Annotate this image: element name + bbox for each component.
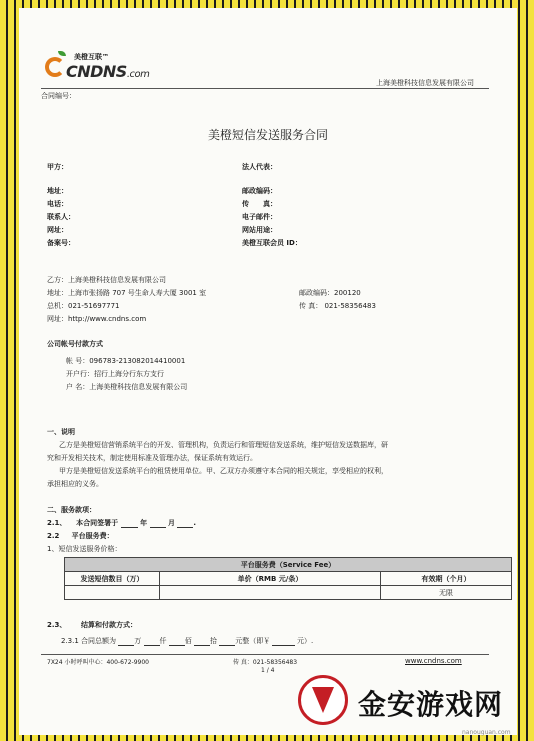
phone-label: 电话： — [47, 200, 68, 208]
section21-end: . — [193, 519, 197, 527]
leaf-icon — [58, 51, 66, 56]
section2-heading: 二、服务款项： — [47, 506, 96, 514]
orange-logo-icon — [45, 57, 65, 77]
account-holder: 户 名：上海美橙科技信息发展有限公司 — [66, 383, 188, 391]
document-page — [19, 8, 517, 735]
col-sms-count: 发送短信数目（万） — [65, 572, 160, 586]
col-unit-price: 单价（RMB 元/条） — [160, 572, 381, 586]
legal-rep-label: 法人代表： — [242, 163, 277, 171]
amount-blank — [272, 637, 294, 646]
watermark-text: 金安游戏网 — [358, 688, 504, 721]
section23-heading — [47, 620, 137, 630]
cell-sms-count — [65, 586, 160, 600]
site-use-label: 网站用途： — [242, 226, 277, 234]
contract-number-label: 合同编号： — [41, 92, 76, 100]
contract-total-line — [61, 636, 313, 646]
yuan-label: 元整（即￥ — [235, 637, 271, 645]
party-b-zip: 邮政编码：200120 — [299, 289, 361, 297]
table-title: 平台服务费（Service Fee） — [65, 558, 512, 572]
section21 — [47, 518, 196, 528]
yuan-blank — [219, 637, 235, 646]
month-blank — [150, 519, 166, 528]
month-label: 月 — [167, 519, 175, 527]
contact-label: 联系人： — [47, 213, 75, 221]
section1-para4: 承担相应的义务。 — [47, 480, 103, 488]
shi-blank — [194, 637, 210, 646]
page-title: 美橙短信发送服务合同 — [207, 128, 328, 142]
total-label: 2.3.1 合同总额为 — [61, 637, 117, 645]
party-b-phone: 总机：021-51697771 — [47, 302, 120, 310]
section23-number: 2.3、 — [47, 621, 67, 629]
section22 — [47, 531, 114, 541]
logo-cn-label: 美橙互联™ — [74, 53, 109, 61]
col-validity: 有效期（个月） — [381, 572, 512, 586]
zip-label: 邮政编码： — [242, 187, 277, 195]
section23-text: 结算和付款方式： — [81, 621, 138, 629]
cell-unit-price — [160, 586, 381, 600]
qian-label: 仟 — [159, 637, 167, 645]
shi-label: 拾 — [209, 637, 217, 645]
section1-para2: 究和开发相关技术，制定使用标准及管理办法，保证系统有效运行。 — [47, 454, 257, 462]
section1-heading: 一、说明 — [47, 428, 75, 436]
qian-blank — [144, 637, 160, 646]
party-b-address: 地址：上海市张扬路 707 号生命人寿大厦 3001 室 — [47, 289, 207, 297]
address-label: 地址： — [47, 187, 68, 195]
bai-blank — [169, 637, 185, 646]
party-b-fax: 传 真： 021-58356483 — [299, 302, 376, 310]
footer-rule — [41, 654, 489, 655]
company-header: 上海美橙科技信息发展有限公司 — [376, 79, 474, 87]
wan-label: 万 — [134, 637, 142, 645]
cell-validity: 无限 — [381, 586, 512, 600]
section1-para1: 乙方是美橙短信营销系统平台的开发、管理机构，负责运行和管理短信发送系统，维护短信发送数据库，研 — [59, 441, 388, 449]
footer-hotline: 7X24 小时呼叫中心：400-672-9900 — [47, 659, 149, 666]
account-heading: 公司帐号付款方式 — [47, 340, 103, 348]
account-bank: 开户行：招行上海分行东方支行 — [66, 370, 164, 378]
page-number: 1 / 4 — [261, 667, 275, 674]
footer-website-link[interactable]: www.cndns.com — [405, 657, 462, 665]
logo-wordmark — [66, 62, 149, 81]
section21-number: 2.1、 — [47, 519, 67, 527]
day-blank — [177, 519, 193, 528]
section22-text: 平台服务费： — [71, 532, 114, 540]
section22-number: 2.2 — [47, 532, 60, 540]
member-id-label: 美橙互联会员 ID： — [242, 239, 302, 247]
party-b-name: 乙方：上海美橙科技信息发展有限公司 — [47, 276, 166, 284]
fax-label: 传 真： — [242, 200, 277, 208]
bai-label: 佰 — [184, 637, 192, 645]
logo-main: CNDNS — [66, 62, 127, 81]
wan-blank — [118, 637, 134, 646]
website-label: 网址： — [47, 226, 68, 234]
logo-suffix: .com — [126, 69, 150, 80]
header-rule — [41, 88, 489, 89]
watermark-url: nanouguan.com — [462, 729, 511, 736]
party-b-website: 网址：http://www.cndns.com — [47, 315, 147, 323]
section21-text: 本合同签署于 — [76, 519, 119, 527]
watermark-shield-icon — [298, 675, 348, 725]
section1-para3: 甲方是美橙短信发送系统平台的租赁使用单位。甲、乙双方办须遵守本合同的相关规定，享受相应的权利， — [59, 467, 388, 475]
party-a-label: 甲方： — [47, 163, 68, 171]
account-number: 帐 号：096783-213082014410001 — [66, 357, 186, 365]
price-intro: 1、短信发送服务价格： — [47, 545, 122, 553]
year-blank — [121, 519, 138, 528]
amount-close: 元）. — [296, 637, 314, 645]
service-fee-table — [64, 557, 512, 600]
footer-fax: 传 真：021-58356483 — [233, 659, 298, 666]
email-label: 电子邮件： — [242, 213, 277, 221]
year-label: 年 — [140, 519, 148, 527]
record-label: 备案号： — [47, 239, 75, 247]
